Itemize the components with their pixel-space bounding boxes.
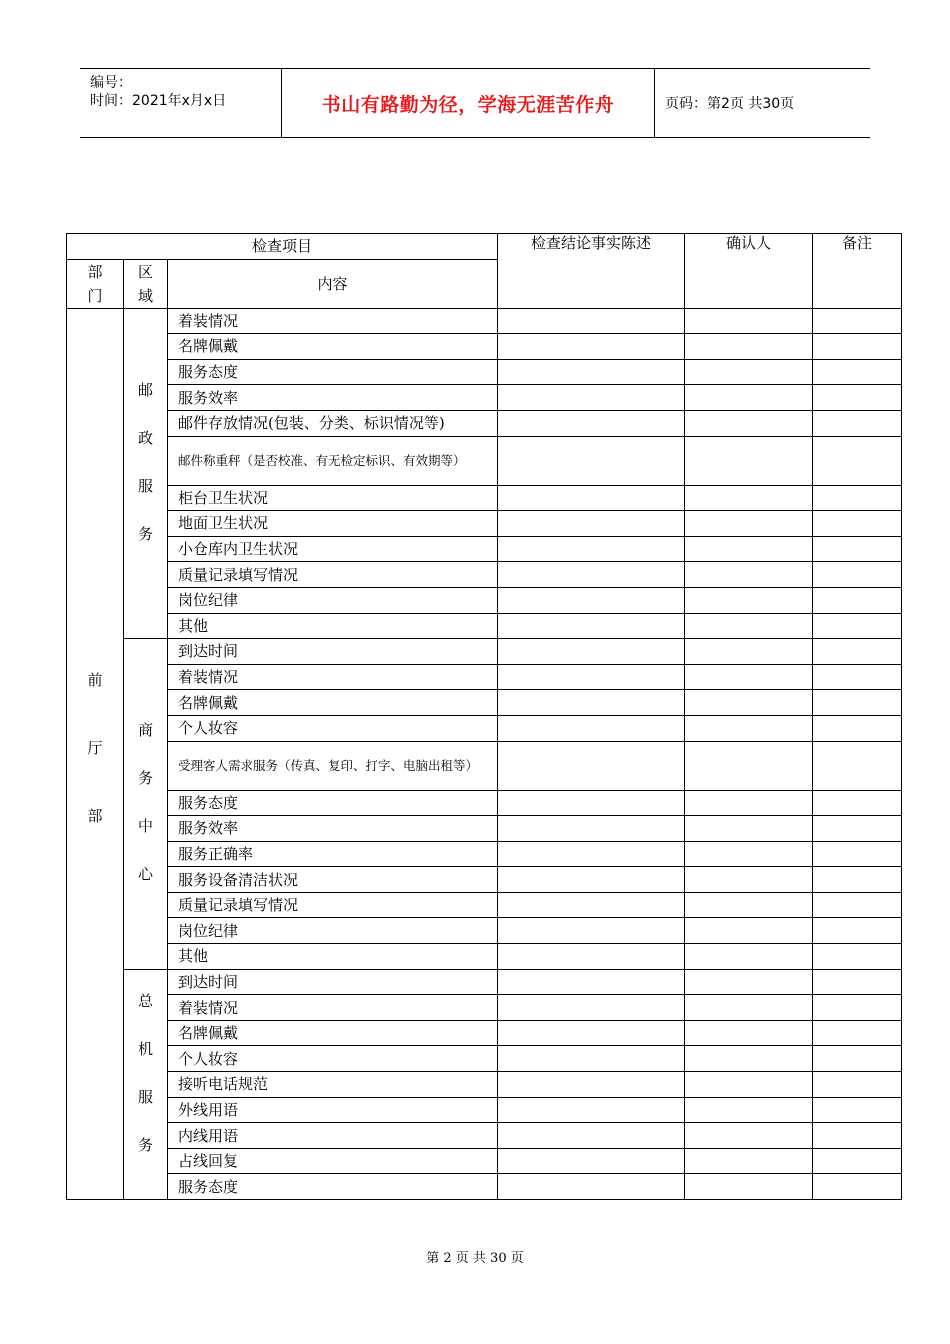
- check-item: 服务态度: [168, 1174, 498, 1200]
- conclusion-cell[interactable]: [498, 410, 685, 436]
- check-item: 接听电话规范: [168, 1072, 498, 1098]
- table-header-row: [67, 234, 902, 260]
- remarks-cell[interactable]: [813, 587, 902, 613]
- check-item: 服务正确率: [168, 841, 498, 867]
- conclusion-cell[interactable]: [498, 1046, 685, 1072]
- conclusion-cell[interactable]: [498, 1123, 685, 1149]
- confirmer-cell[interactable]: [685, 485, 813, 511]
- remarks-cell[interactable]: [813, 613, 902, 639]
- area-cell: [124, 308, 168, 639]
- confirmer-cell[interactable]: [685, 613, 813, 639]
- header-meta: [80, 69, 282, 137]
- conclusion-cell[interactable]: [498, 436, 685, 485]
- confirmer-cell[interactable]: [685, 995, 813, 1021]
- subheader-area-char: 区: [137, 262, 153, 281]
- remarks-cell[interactable]: [813, 816, 902, 842]
- remarks-cell[interactable]: [813, 690, 902, 716]
- conclusion-cell[interactable]: [498, 944, 685, 970]
- table-row: [67, 790, 902, 816]
- area-char: 心: [137, 865, 153, 884]
- confirmer-cell[interactable]: [685, 790, 813, 816]
- subheader-content: 内容: [168, 259, 498, 308]
- remarks-cell[interactable]: [813, 741, 902, 790]
- conclusion-cell[interactable]: [498, 715, 685, 741]
- area-char: 务: [137, 1135, 153, 1154]
- area-char: 邮: [137, 380, 153, 399]
- department-cell: [67, 308, 124, 1199]
- remarks-cell[interactable]: [813, 436, 902, 485]
- table-row: [67, 511, 902, 537]
- confirmer-cell[interactable]: [685, 944, 813, 970]
- check-item: 着装情况: [168, 664, 498, 690]
- remarks-cell[interactable]: [813, 639, 902, 665]
- confirmer-cell[interactable]: [685, 969, 813, 995]
- table-row: [67, 715, 902, 741]
- department-char: 前: [87, 670, 103, 689]
- remarks-cell[interactable]: [813, 359, 902, 385]
- confirmer-cell[interactable]: [685, 334, 813, 360]
- check-item: 名牌佩戴: [168, 334, 498, 360]
- department-char: 厅: [87, 738, 103, 757]
- confirmer-cell[interactable]: [685, 1148, 813, 1174]
- conclusion-cell[interactable]: [498, 790, 685, 816]
- confirmer-cell[interactable]: [685, 816, 813, 842]
- area-char: 机: [137, 1039, 153, 1058]
- confirmer-cell[interactable]: [685, 1097, 813, 1123]
- table-row: [67, 587, 902, 613]
- conclusion-cell[interactable]: [498, 562, 685, 588]
- remarks-cell[interactable]: [813, 536, 902, 562]
- table-row: [67, 359, 902, 385]
- conclusion-cell[interactable]: [498, 867, 685, 893]
- check-item: 质量记录填写情况: [168, 892, 498, 918]
- area-stack: [124, 970, 167, 1154]
- conclusion-cell[interactable]: [498, 1174, 685, 1200]
- confirmer-cell[interactable]: [685, 918, 813, 944]
- conclusion-cell[interactable]: [498, 918, 685, 944]
- confirmer-cell[interactable]: [685, 1072, 813, 1098]
- conclusion-cell[interactable]: [498, 892, 685, 918]
- table-row: [67, 918, 902, 944]
- check-item: 服务效率: [168, 816, 498, 842]
- remarks-cell[interactable]: [813, 511, 902, 537]
- document-header: [80, 68, 870, 138]
- confirmer-cell[interactable]: [685, 1046, 813, 1072]
- number-label: 编号：: [90, 75, 132, 91]
- area-char: 商: [137, 721, 153, 740]
- check-item: 岗位纪律: [168, 587, 498, 613]
- area-cell: [124, 639, 168, 970]
- check-item: 个人妆容: [168, 1046, 498, 1072]
- check-item: 小仓库内卫生状况: [168, 536, 498, 562]
- conclusion-cell[interactable]: [498, 536, 685, 562]
- confirmer-cell[interactable]: [685, 511, 813, 537]
- remarks-cell[interactable]: [813, 1123, 902, 1149]
- header-conclusion: 检查结论事实陈述: [498, 234, 685, 309]
- conclusion-cell[interactable]: [498, 1097, 685, 1123]
- confirmer-cell[interactable]: [685, 1020, 813, 1046]
- table-row: [67, 1123, 902, 1149]
- check-item: 名牌佩戴: [168, 1020, 498, 1046]
- area-char: 务: [137, 524, 153, 543]
- table-row: [67, 816, 902, 842]
- confirmer-cell[interactable]: [685, 436, 813, 485]
- check-item: 邮件存放情况(包装、分类、标识情况等): [168, 410, 498, 436]
- confirmer-cell[interactable]: [685, 867, 813, 893]
- remarks-cell[interactable]: [813, 841, 902, 867]
- area-char: 服: [137, 1087, 153, 1106]
- subheader-dept: [67, 259, 124, 308]
- subheader-area-char: 域: [137, 286, 153, 305]
- check-item: 服务态度: [168, 359, 498, 385]
- table-row: [67, 1148, 902, 1174]
- remarks-cell[interactable]: [813, 1046, 902, 1072]
- area-stack: [124, 639, 167, 883]
- conclusion-cell[interactable]: [498, 511, 685, 537]
- check-item: 到达时间: [168, 639, 498, 665]
- subheader-dept-char: 门: [87, 286, 103, 305]
- remarks-cell[interactable]: [813, 995, 902, 1021]
- check-item: 名牌佩戴: [168, 690, 498, 716]
- header-check-items: 检查项目: [67, 234, 498, 260]
- conclusion-cell[interactable]: [498, 969, 685, 995]
- area-char: 服: [137, 476, 153, 495]
- check-item: 服务效率: [168, 385, 498, 411]
- page-footer: 第 2 页 共 30 页: [426, 1251, 524, 1266]
- header-remarks: 备注: [813, 234, 902, 309]
- conclusion-cell[interactable]: [498, 334, 685, 360]
- table-row: [67, 995, 902, 1021]
- check-item: 外线用语: [168, 1097, 498, 1123]
- confirmer-cell[interactable]: [685, 639, 813, 665]
- check-item: 质量记录填写情况: [168, 562, 498, 588]
- remarks-cell[interactable]: [813, 334, 902, 360]
- remarks-cell[interactable]: [813, 715, 902, 741]
- table-row: [67, 334, 902, 360]
- check-item: 服务态度: [168, 790, 498, 816]
- conclusion-cell[interactable]: [498, 995, 685, 1021]
- check-item: 岗位纪律: [168, 918, 498, 944]
- table-row: [67, 613, 902, 639]
- table-row: [67, 944, 902, 970]
- check-item: 到达时间: [168, 969, 498, 995]
- confirmer-cell[interactable]: [685, 841, 813, 867]
- remarks-cell[interactable]: [813, 664, 902, 690]
- remarks-cell[interactable]: [813, 969, 902, 995]
- confirmer-cell[interactable]: [685, 715, 813, 741]
- table-row: [67, 841, 902, 867]
- remarks-cell[interactable]: [813, 867, 902, 893]
- remarks-cell[interactable]: [813, 485, 902, 511]
- remarks-cell[interactable]: [813, 1097, 902, 1123]
- header-confirmer: 确认人: [685, 234, 813, 309]
- table-row: [67, 1020, 902, 1046]
- remarks-cell[interactable]: [813, 892, 902, 918]
- table-row: [67, 308, 902, 334]
- check-item: 其他: [168, 944, 498, 970]
- check-item: 受理客人需求服务（传真、复印、打字、电脑出租等）: [168, 741, 498, 790]
- conclusion-cell[interactable]: [498, 841, 685, 867]
- check-item: 着装情况: [168, 995, 498, 1021]
- subheader-area-stack: [124, 263, 167, 305]
- conclusion-cell[interactable]: [498, 639, 685, 665]
- table-row: [67, 690, 902, 716]
- check-item: 柜台卫生状况: [168, 485, 498, 511]
- conclusion-cell[interactable]: [498, 1072, 685, 1098]
- remarks-cell[interactable]: [813, 1148, 902, 1174]
- table-row: [67, 1072, 902, 1098]
- confirmer-cell[interactable]: [685, 741, 813, 790]
- subheader-dept-char: 部: [87, 262, 103, 281]
- check-item: 着装情况: [168, 308, 498, 334]
- confirmer-cell[interactable]: [685, 410, 813, 436]
- table-row: [67, 1097, 902, 1123]
- remarks-cell[interactable]: [813, 918, 902, 944]
- area-char: 中: [137, 817, 153, 836]
- subheader-area: [124, 259, 168, 308]
- conclusion-cell[interactable]: [498, 816, 685, 842]
- conclusion-cell[interactable]: [498, 690, 685, 716]
- table-row: [67, 485, 902, 511]
- area-char: 政: [137, 428, 153, 447]
- remarks-cell[interactable]: [813, 562, 902, 588]
- check-item: 服务设备清洁状况: [168, 867, 498, 893]
- area-char: 务: [137, 769, 153, 788]
- remarks-cell[interactable]: [813, 790, 902, 816]
- confirmer-cell[interactable]: [685, 690, 813, 716]
- header-page-info: 页码：第2页 共30页: [665, 96, 795, 112]
- confirmer-cell[interactable]: [685, 536, 813, 562]
- confirmer-cell[interactable]: [685, 1174, 813, 1200]
- subheader-dept-stack: [67, 263, 123, 305]
- conclusion-cell[interactable]: [498, 1148, 685, 1174]
- remarks-cell[interactable]: [813, 385, 902, 411]
- conclusion-cell[interactable]: [498, 587, 685, 613]
- table-row: [67, 536, 902, 562]
- confirmer-cell[interactable]: [685, 562, 813, 588]
- confirmer-cell[interactable]: [685, 385, 813, 411]
- confirmer-cell[interactable]: [685, 664, 813, 690]
- table-row: [67, 562, 902, 588]
- conclusion-cell[interactable]: [498, 613, 685, 639]
- remarks-cell[interactable]: [813, 1072, 902, 1098]
- table-row: [67, 410, 902, 436]
- conclusion-cell[interactable]: [498, 1020, 685, 1046]
- inspection-table: [66, 233, 902, 1200]
- confirmer-cell[interactable]: [685, 1123, 813, 1149]
- conclusion-cell[interactable]: [498, 741, 685, 790]
- conclusion-cell[interactable]: [498, 664, 685, 690]
- confirmer-cell[interactable]: [685, 587, 813, 613]
- conclusion-cell[interactable]: [498, 308, 685, 334]
- department-stack: [67, 309, 123, 825]
- conclusion-cell[interactable]: [498, 485, 685, 511]
- remarks-cell[interactable]: [813, 1020, 902, 1046]
- table-row: [67, 741, 902, 790]
- area-char: 总: [137, 991, 153, 1010]
- remarks-cell[interactable]: [813, 308, 902, 334]
- check-item: 个人妆容: [168, 715, 498, 741]
- check-item: 邮件称重秤（是否校准、有无检定标识、有效期等）: [168, 436, 498, 485]
- confirmer-cell[interactable]: [685, 308, 813, 334]
- department-char: 部: [87, 806, 103, 825]
- check-item: 其他: [168, 613, 498, 639]
- table-row: [67, 892, 902, 918]
- table-row: [67, 1174, 902, 1200]
- conclusion-cell[interactable]: [498, 359, 685, 385]
- header-motto: 书山有路勤为径，学海无涯苦作舟: [282, 69, 655, 137]
- time-label: 时间：2021年x月x日: [90, 93, 227, 109]
- area-cell: [124, 969, 168, 1199]
- table-row: [67, 664, 902, 690]
- remarks-cell[interactable]: [813, 944, 902, 970]
- conclusion-cell[interactable]: [498, 385, 685, 411]
- inspection-table-body: [67, 234, 902, 1200]
- check-item: 内线用语: [168, 1123, 498, 1149]
- remarks-cell[interactable]: [813, 1174, 902, 1200]
- table-row: [67, 1046, 902, 1072]
- remarks-cell[interactable]: [813, 410, 902, 436]
- check-item: 占线回复: [168, 1148, 498, 1174]
- confirmer-cell[interactable]: [685, 892, 813, 918]
- check-item: 地面卫生状况: [168, 511, 498, 537]
- table-row: [67, 867, 902, 893]
- table-row: [67, 436, 902, 485]
- confirmer-cell[interactable]: [685, 359, 813, 385]
- table-row: [67, 969, 902, 995]
- area-stack: [124, 309, 167, 543]
- table-row: [67, 385, 902, 411]
- table-row: [67, 639, 902, 665]
